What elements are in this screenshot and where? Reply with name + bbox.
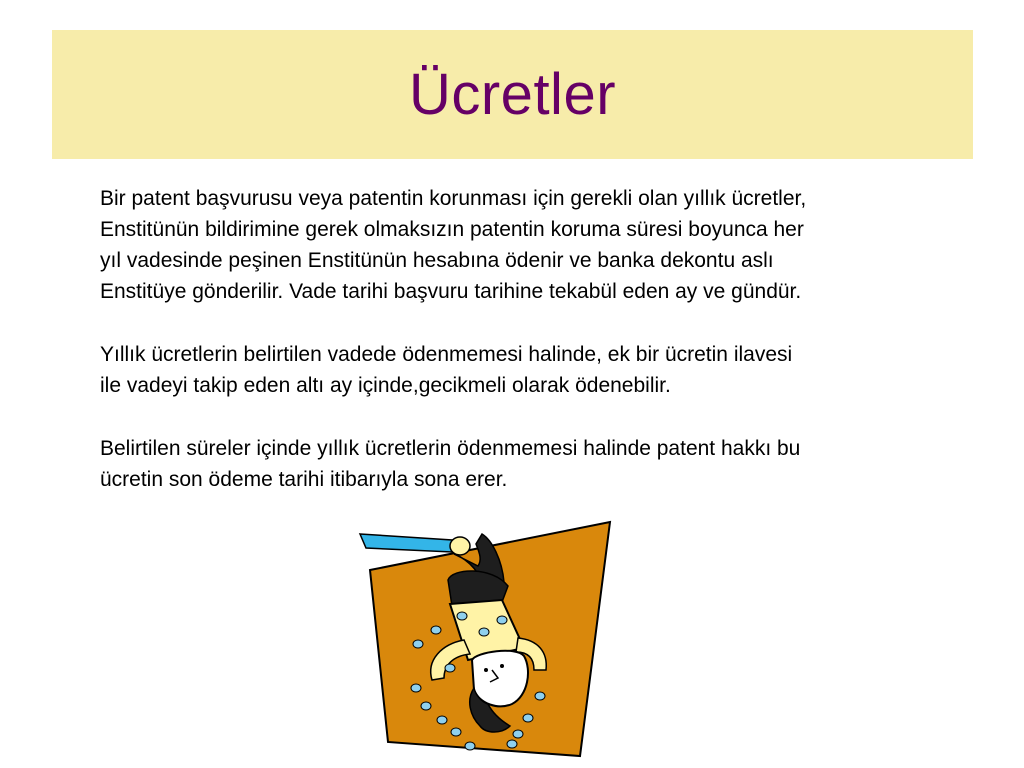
- slide-title: Ücretler: [408, 62, 617, 127]
- title-band: [52, 30, 973, 159]
- clipart-pole: [360, 534, 452, 552]
- clipart-head: [472, 651, 528, 707]
- text-line: Belirtilen süreler içinde yıllık ücretlerin ödenmemesi halinde patent hakkı bu: [100, 437, 801, 460]
- text-line: Enstitüye gönderilir. Vade tarihi başvuru tarihine tekabül eden ay ve gündür.: [100, 280, 802, 303]
- paragraph-late-payment: [100, 339, 980, 401]
- slide-body: [100, 183, 980, 527]
- paragraph-annual-fees: [100, 183, 980, 307]
- text-line: Bir patent başvurusu veya patentin korunması için gerekli olan yıllık ücretler,: [100, 187, 807, 210]
- text-line: Yıllık ücretlerin belirtilen vadede ödenmemesi halinde, ek bir ücretin ilavesi: [100, 343, 793, 366]
- text-line: Enstitünün bildirimine gerek olmaksızın patentin koruma süresi boyunca her: [100, 218, 804, 241]
- text-line: yıl vadesinde peşinen Enstitünün hesabına ödenir ve banka dekontu aslı: [100, 249, 774, 272]
- falling-person-clipart: [352, 520, 614, 758]
- text-line: ücretin son ödeme tarihi itibarıyla sona erer.: [100, 468, 508, 491]
- clipart-hand: [450, 537, 470, 555]
- paragraph-patent-expiry: [100, 433, 980, 495]
- text-line: ile vadeyi takip eden altı ay içinde,gecikmeli olarak ödenebilir.: [100, 374, 671, 397]
